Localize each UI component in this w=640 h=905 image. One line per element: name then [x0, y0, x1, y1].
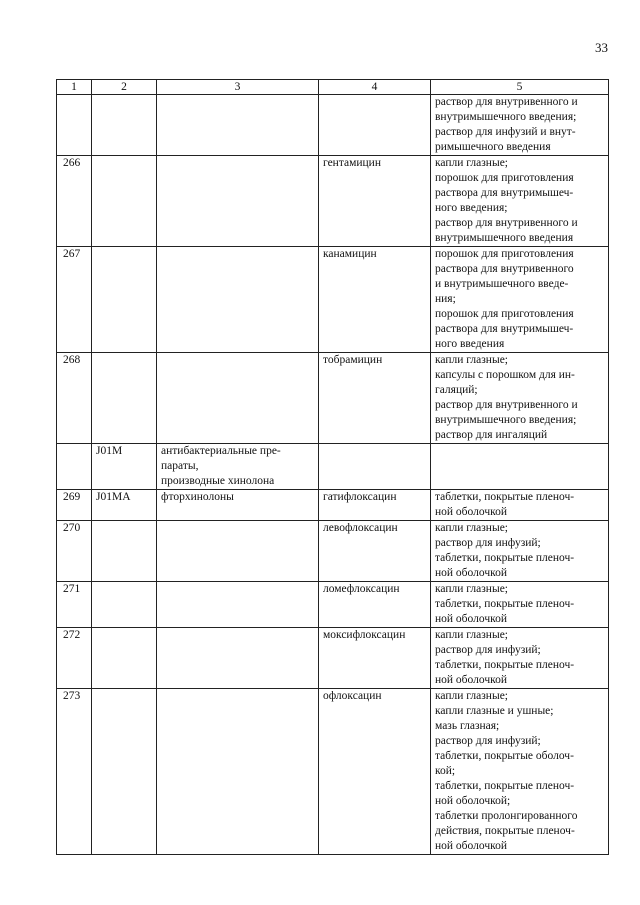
table-header-row — [57, 80, 609, 95]
row-number-cell — [57, 628, 92, 689]
column-header-5: 5 — [431, 80, 609, 95]
drug-name-cell — [319, 582, 431, 628]
column-header-2: 2 — [92, 80, 157, 95]
drug-name-cell — [319, 444, 431, 490]
atc-code-cell-text: J01M — [96, 445, 123, 457]
dosage-forms-cell — [431, 689, 609, 855]
dosage-forms-cell-text: капли глазные; капли глазные и ушные; мазь глазная; раствор для инфузий; таблетки, покрытые оболоч- кой; таблетки, покрытые пленоч- ной оболочкой; таблетки пролонгированного действия, покрытые пленоч- ной оболочкой — [435, 690, 578, 852]
pharmacological-group-cell — [157, 490, 319, 521]
row-number-cell — [57, 247, 92, 353]
dosage-forms-cell-text: капли глазные; капсулы с порошком для ин- галяций; раствор для внутривенного и внутримышечного введения; раствор для ингаляций — [435, 354, 578, 441]
row-number-cell — [57, 490, 92, 521]
column-header-1: 1 — [57, 80, 92, 95]
pharmacological-group-cell — [157, 247, 319, 353]
dosage-forms-cell — [431, 628, 609, 689]
row-number-cell — [57, 156, 92, 247]
row-number-cell-text: 272 — [63, 629, 81, 641]
pharmacological-group-cell — [157, 582, 319, 628]
drug-name-cell — [319, 689, 431, 855]
column-header-3: 3 — [157, 80, 319, 95]
row-number-cell — [57, 689, 92, 855]
drug-name-cell — [319, 490, 431, 521]
atc-code-cell — [92, 689, 157, 855]
drug-list-table — [56, 79, 609, 855]
atc-code-cell — [92, 582, 157, 628]
dosage-forms-cell — [431, 490, 609, 521]
dosage-forms-cell-text: порошок для приготовления раствора для внутривенного и внутримышечного введе- ния; порошок для приготовления раствора для внутримышеч- ного введения — [435, 248, 574, 350]
pharmacological-group-cell — [157, 353, 319, 444]
dosage-forms-cell — [431, 582, 609, 628]
row-number-cell-text: 273 — [63, 690, 81, 702]
drug-name-cell-text: гентамицин — [323, 157, 381, 169]
row-number-cell-text: 267 — [63, 248, 81, 260]
drug-name-cell-text: гатифлоксацин — [323, 491, 397, 503]
table-row — [57, 490, 609, 521]
drug-name-cell — [319, 95, 431, 156]
dosage-forms-cell-text: капли глазные; раствор для инфузий; таблетки, покрытые пленоч- ной оболочкой — [435, 522, 575, 579]
pharmacological-group-cell — [157, 95, 319, 156]
row-number-cell — [57, 521, 92, 582]
drug-name-cell-text: моксифлоксацин — [323, 629, 406, 641]
drug-name-cell-text: левофлоксацин — [323, 522, 398, 534]
table-row — [57, 444, 609, 490]
row-number-cell-text: 271 — [63, 583, 81, 595]
atc-code-cell — [92, 353, 157, 444]
row-number-cell-text: 269 — [63, 491, 81, 503]
row-number-cell — [57, 353, 92, 444]
table-row — [57, 521, 609, 582]
table-row — [57, 582, 609, 628]
drug-name-cell — [319, 521, 431, 582]
row-number-cell-text: 268 — [63, 354, 81, 366]
atc-code-cell — [92, 628, 157, 689]
pharmacological-group-cell — [157, 628, 319, 689]
atc-code-cell-text: J01MA — [96, 491, 131, 503]
row-number-cell — [57, 444, 92, 490]
table-row — [57, 628, 609, 689]
drug-name-cell-text: ломефлоксацин — [323, 583, 400, 595]
atc-code-cell — [92, 95, 157, 156]
atc-code-cell — [92, 444, 157, 490]
dosage-forms-cell-text: капли глазные; порошок для приготовления раствора для внутримышеч- ного введения; раствор для внутривенного и внутримышечного введения — [435, 157, 578, 244]
drug-name-cell-text: тобрамицин — [323, 354, 383, 366]
dosage-forms-cell-text: капли глазные; раствор для инфузий; таблетки, покрытые пленоч- ной оболочкой — [435, 629, 575, 686]
dosage-forms-cell — [431, 156, 609, 247]
dosage-forms-cell-text: капли глазные; таблетки, покрытые пленоч- ной оболочкой — [435, 583, 575, 625]
pharmacological-group-cell-text: фторхинолоны — [161, 491, 234, 503]
table-body — [57, 95, 609, 855]
drug-name-cell — [319, 156, 431, 247]
column-header-4: 4 — [319, 80, 431, 95]
drug-name-cell — [319, 353, 431, 444]
pharmacological-group-cell — [157, 689, 319, 855]
dosage-forms-cell-text: раствор для внутривенного и внутримышечного введения; раствор для инфузий и внут- римышечного введения — [435, 96, 578, 153]
table-row — [57, 247, 609, 353]
pharmacological-group-cell — [157, 521, 319, 582]
pharmacological-group-cell — [157, 156, 319, 247]
pharmacological-group-cell-text: антибактериальные пре- параты, производные хинолона — [161, 445, 281, 487]
table-row — [57, 156, 609, 247]
drug-name-cell — [319, 247, 431, 353]
atc-code-cell — [92, 490, 157, 521]
atc-code-cell — [92, 521, 157, 582]
pharmacological-group-cell — [157, 444, 319, 490]
table-row — [57, 95, 609, 156]
dosage-forms-cell — [431, 521, 609, 582]
row-number-cell — [57, 95, 92, 156]
dosage-forms-cell — [431, 247, 609, 353]
atc-code-cell — [92, 156, 157, 247]
row-number-cell — [57, 582, 92, 628]
drug-name-cell-text: офлоксацин — [323, 690, 382, 702]
row-number-cell-text: 266 — [63, 157, 81, 169]
table-row — [57, 689, 609, 855]
atc-code-cell — [92, 247, 157, 353]
dosage-forms-cell — [431, 444, 609, 490]
dosage-forms-cell — [431, 95, 609, 156]
row-number-cell-text: 270 — [63, 522, 81, 534]
dosage-forms-cell — [431, 353, 609, 444]
dosage-forms-cell-text: таблетки, покрытые пленоч- ной оболочкой — [435, 491, 575, 518]
page-number: 33 — [595, 40, 608, 55]
drug-name-cell-text: канамицин — [323, 248, 377, 260]
drug-name-cell — [319, 628, 431, 689]
table-row — [57, 353, 609, 444]
